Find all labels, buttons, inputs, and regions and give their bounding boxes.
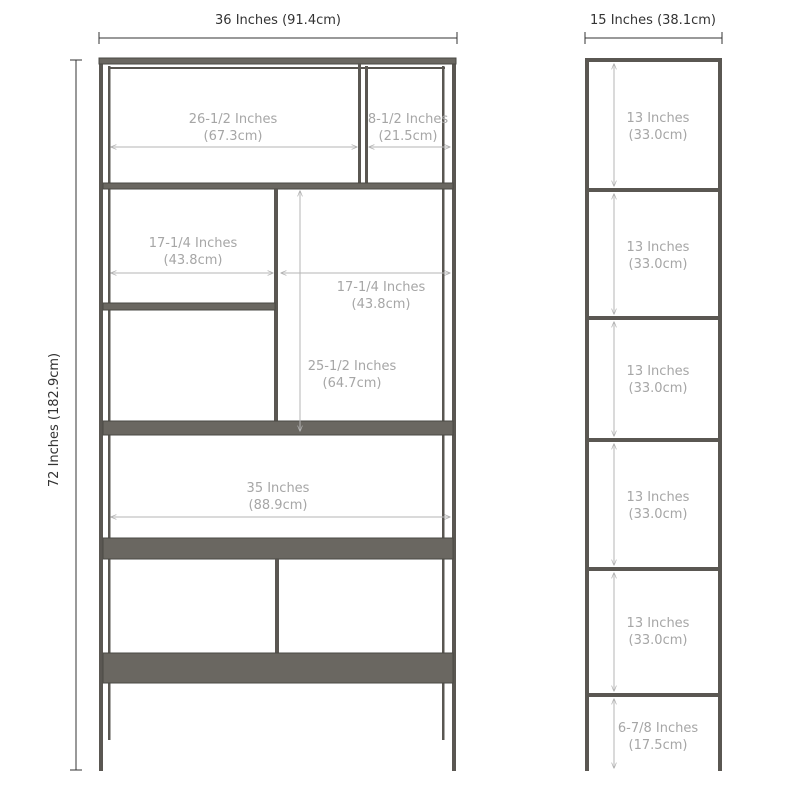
mid-left-width-cm: (43.8cm) bbox=[163, 253, 223, 268]
mid-left-width-inches: 17-1/4 Inches bbox=[148, 236, 238, 251]
top-right-width-cm: (21.5cm) bbox=[378, 129, 438, 144]
overall-width-label: 36 Inches (91.4cm) bbox=[215, 13, 341, 28]
side-back-post bbox=[718, 58, 722, 771]
overall-depth-label: 15 Inches (38.1cm) bbox=[590, 13, 716, 28]
side-gap-3-cm: (33.0cm) bbox=[628, 381, 688, 396]
shelf-1 bbox=[103, 183, 453, 189]
top-left-width-cm: (67.3cm) bbox=[203, 129, 263, 144]
side-gap-1-dimension bbox=[614, 64, 690, 186]
lower-width-inches: 35 Inches bbox=[246, 481, 310, 496]
side-gap-2-cm: (33.0cm) bbox=[628, 257, 688, 272]
side-gap-4-dimension bbox=[614, 444, 690, 565]
side-gap-6-inches: 6-7/8 Inches bbox=[617, 721, 699, 736]
top-right-width-inches: 8-1/2 Inches bbox=[367, 112, 449, 127]
side-gap-1-inches: 13 Inches bbox=[626, 111, 690, 126]
shelf-3 bbox=[103, 538, 453, 559]
side-gap-5-inches: 13 Inches bbox=[626, 616, 690, 631]
mid-right-width-dimension bbox=[281, 273, 450, 312]
side-gap-2-dimension bbox=[614, 194, 690, 314]
side-shelf-2 bbox=[585, 316, 722, 320]
shelf-4 bbox=[103, 653, 453, 683]
mid-left-width-dimension bbox=[111, 236, 273, 273]
overall-depth-dimension bbox=[585, 13, 722, 44]
front-view-bookshelf bbox=[99, 58, 456, 771]
side-gap-6-cm: (17.5cm) bbox=[628, 738, 688, 753]
side-shelf-5 bbox=[585, 693, 722, 697]
side-gap-5-dimension bbox=[614, 573, 690, 691]
top-frame bbox=[99, 58, 456, 64]
top-left-width-inches: 26-1/2 Inches bbox=[188, 112, 278, 127]
side-gap-3-inches: 13 Inches bbox=[626, 364, 690, 379]
top-right-width-dimension bbox=[368, 112, 450, 147]
mid-right-height-cm: (64.7cm) bbox=[322, 376, 382, 391]
front-left-inner-post bbox=[108, 66, 111, 740]
top-left-width-dimension bbox=[111, 112, 357, 147]
small-left-shelf bbox=[103, 303, 275, 310]
overall-height-dimension bbox=[47, 60, 82, 770]
shelf-2 bbox=[103, 421, 453, 435]
side-shelf-1 bbox=[585, 188, 722, 192]
side-gap-3-dimension bbox=[614, 322, 690, 436]
top-divider-front bbox=[358, 64, 361, 184]
lower-divider bbox=[275, 559, 279, 655]
overall-height-label: 72 Inches (182.9cm) bbox=[47, 352, 62, 488]
mid-right-width-cm: (43.8cm) bbox=[351, 297, 411, 312]
lower-width-dimension bbox=[111, 481, 450, 517]
side-gap-6-dimension bbox=[614, 699, 698, 768]
side-gap-5-cm: (33.0cm) bbox=[628, 633, 688, 648]
side-shelf-3 bbox=[585, 438, 722, 442]
side-gap-4-inches: 13 Inches bbox=[626, 490, 690, 505]
overall-width-dimension bbox=[99, 13, 457, 44]
mid-right-height-inches: 25-1/2 Inches bbox=[307, 359, 397, 374]
front-left-post bbox=[99, 58, 103, 771]
side-gap-2-inches: 13 Inches bbox=[626, 240, 690, 255]
side-gap-1-cm: (33.0cm) bbox=[628, 128, 688, 143]
front-right-inner-post bbox=[442, 66, 445, 740]
side-gap-4-cm: (33.0cm) bbox=[628, 507, 688, 522]
side-shelf-4 bbox=[585, 567, 722, 571]
lower-width-cm: (88.9cm) bbox=[248, 498, 308, 513]
mid-right-width-inches: 17-1/4 Inches bbox=[336, 280, 426, 295]
side-top-rail bbox=[585, 58, 722, 62]
side-view-bookshelf bbox=[585, 58, 722, 771]
side-front-post bbox=[585, 58, 589, 771]
